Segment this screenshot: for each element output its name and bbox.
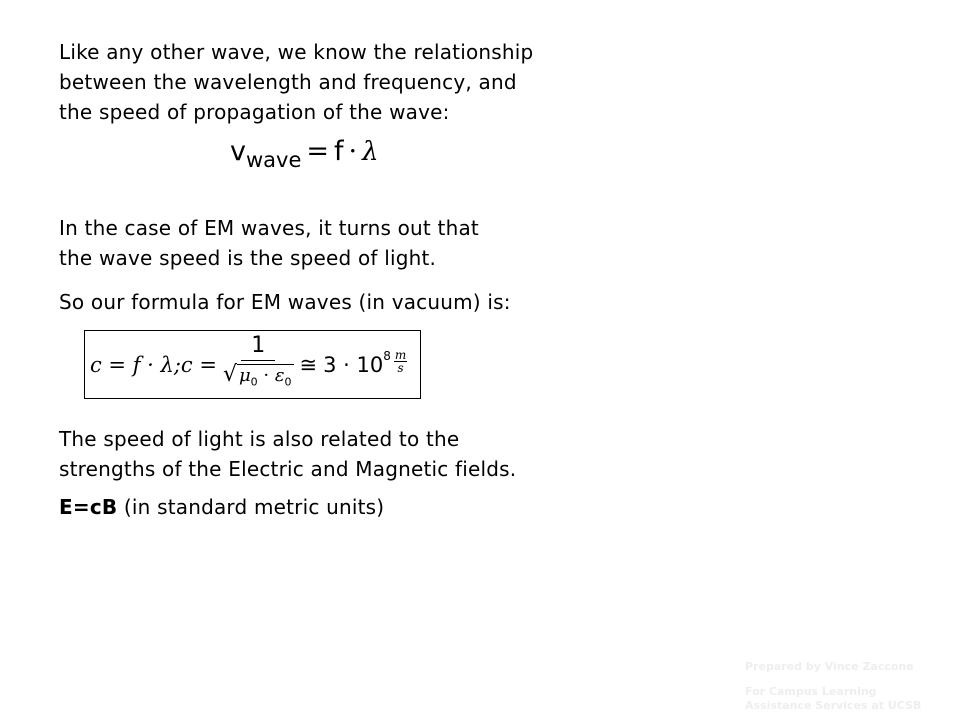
ecb-statement [59,492,384,522]
intro-line-1: Like any other wave, we know the relationship [59,40,534,64]
epsilon-subscript: 0 [284,375,292,389]
em-formula-box [84,330,421,399]
unit-seconds: s [397,361,404,375]
fraction-numerator: 1 [241,332,275,361]
credit-affiliation-line-2: Assistance Services at UCSB [745,699,922,712]
exponent: 8 [383,348,391,363]
wave-speed-equation [230,136,379,172]
field-line-2: strengths of the Electric and Magnetic fields. [59,457,517,481]
eq-v: v [230,136,246,167]
formula-intro: So our formula for EM waves (in vacuum) is: [59,290,511,314]
credit-affiliation-line-1: For Campus Learning [745,685,877,698]
sqrt-radicand [237,364,294,389]
approx-sign: ≅ [299,352,318,377]
em-formula [90,331,407,398]
epsilon-symbol: ε [274,365,285,387]
formula-part1: c = f · λ;c = [90,352,217,377]
credit-affiliation [745,685,921,713]
intro-line-3: the speed of propagation of the wave: [59,100,450,124]
formula-fraction [223,332,294,397]
mu-symbol: μ [238,365,251,387]
em-speed-line-1: In the case of EM waves, it turns out that [59,216,479,240]
coefficient: 3 · 10 [323,352,384,377]
eq-dot: · [348,136,358,167]
mu-subscript: 0 [250,375,258,389]
field-relation-paragraph [59,424,516,484]
unit-fraction [394,349,407,374]
em-speed-paragraph [59,213,479,273]
eq-equals: = [306,136,330,167]
radicand-dot: · [257,365,275,387]
fraction-denominator [223,361,294,397]
unit-meters: m [394,348,407,362]
ecb-bold: E=cB [59,495,118,519]
eq-lambda: λ [362,137,379,167]
intro-line-2: between the wavelength and frequency, and [59,70,517,94]
intro-paragraph [59,37,533,127]
eq-f: f [334,136,344,167]
credit-prepared-by: Prepared by Vince Zaccone [745,660,914,673]
ecb-rest: (in standard metric units) [117,495,385,519]
sqrt-sign: √ [222,362,237,388]
em-speed-line-2: the wave speed is the speed of light. [59,246,437,270]
eq-subscript-wave: wave [245,148,302,172]
field-line-1: The speed of light is also related to the [59,427,460,451]
